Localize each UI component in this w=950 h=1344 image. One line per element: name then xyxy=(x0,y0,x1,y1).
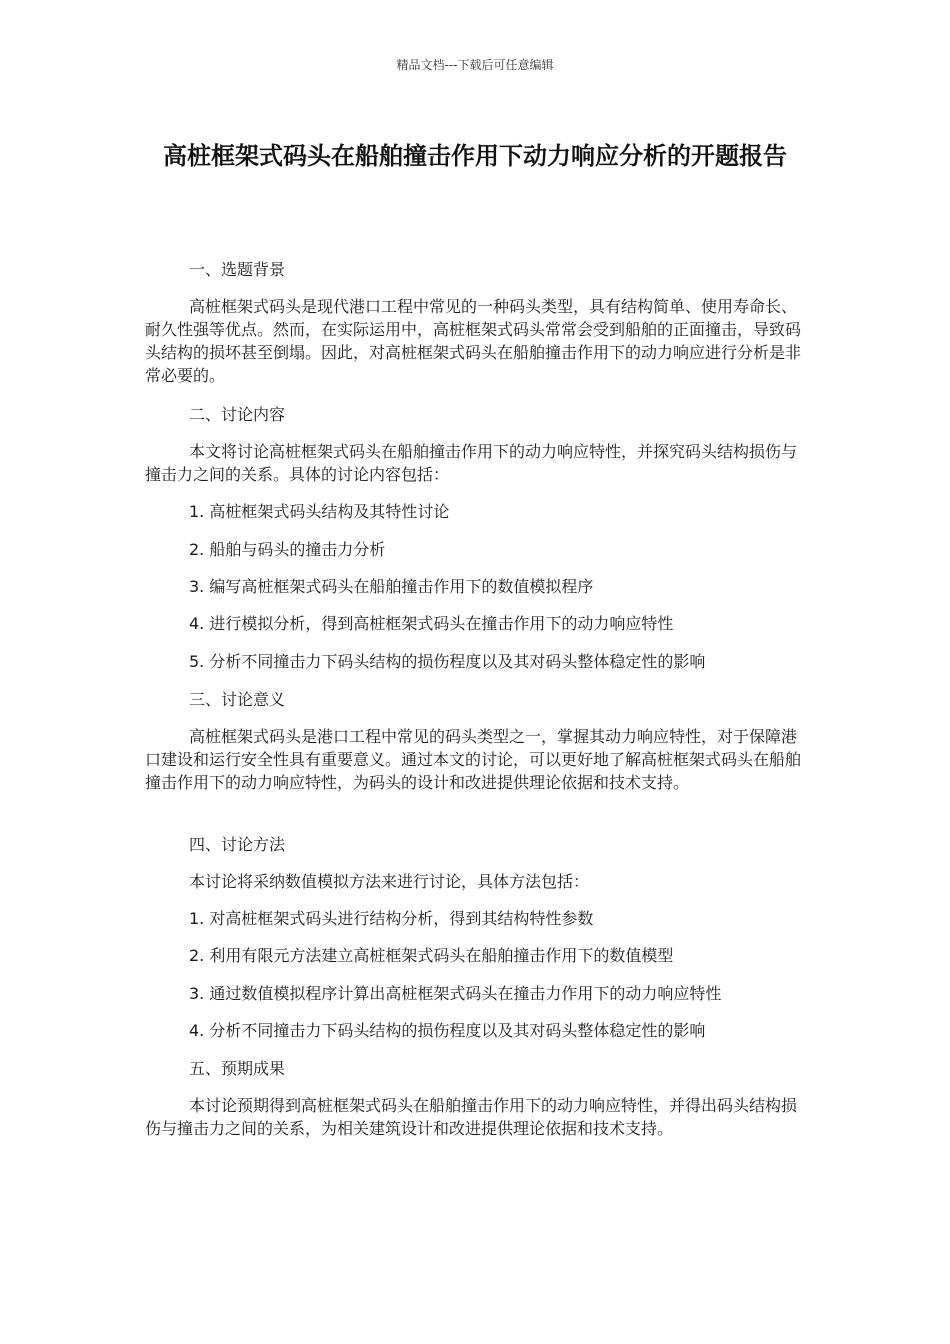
paragraph-content: 本文将讨论高桩框架式码头在船舶撞击作用下的动力响应特性，并探究码头结构损伤与撞击力之间的关系。具体的讨论内容包括： xyxy=(145,442,798,484)
section-heading-background: 一、选题背景 xyxy=(189,260,286,279)
list-item: 2. 船舶与码头的撞击力分析 xyxy=(189,540,386,559)
paragraph-background: 高桩框架式码头是现代港口工程中常见的一种码头类型，具有结构简单、使用寿命长、耐久性强等优点。然而，在实际运用中，高桩框架式码头常常会受到船舶的正面撞击，导致码头结构的损坏甚至倒塌。因此，对高桩框架式码头在船舶撞击作用下的动力响应进行分析是非常必要的。 xyxy=(145,297,802,385)
paragraph-significance: 高桩框架式码头是港口工程中常见的码头类型之一，掌握其动力响应特性，对于保障港口建设和运行安全性具有重要意义。通过本文的讨论，可以更好地了解高桩框架式码头在船舶撞击作用下的动力响应特性，为码头的设计和改进提供理论依据和技术支持。 xyxy=(145,727,802,792)
list-item: 2. 利用有限元方法建立高桩框架式码头在船舶撞击作用下的数值模型 xyxy=(189,946,674,965)
section-heading-results: 五、预期成果 xyxy=(189,1059,286,1078)
list-item: 1. 对高桩框架式码头进行结构分析，得到其结构特性参数 xyxy=(189,909,594,928)
section-heading-content: 二、讨论内容 xyxy=(189,405,286,424)
list-item: 3. 通过数值模拟程序计算出高桩框架式码头在撞击力作用下的动力响应特性 xyxy=(189,984,722,1003)
list-item: 4. 进行模拟分析，得到高桩框架式码头在撞击作用下的动力响应特性 xyxy=(189,614,674,633)
section-heading-significance: 三、讨论意义 xyxy=(189,690,286,709)
page-header: 精品文档---下载后可任意编辑 xyxy=(396,58,554,72)
section-heading-method: 四、讨论方法 xyxy=(189,835,286,854)
list-item: 3. 编写高桩框架式码头在船舶撞击作用下的数值模拟程序 xyxy=(189,577,594,596)
document-title: 高桩框架式码头在船舶撞击作用下动力响应分析的开题报告 xyxy=(163,142,787,170)
paragraph-results: 本讨论预期得到高桩框架式码头在船舶撞击作用下的动力响应特性，并得出码头结构损伤与撞击力之间的关系，为相关建筑设计和改进提供理论依据和技术支持。 xyxy=(145,1096,798,1138)
paragraph-method: 本讨论将采纳数值模拟方法来进行讨论，具体方法包括： xyxy=(189,872,590,891)
list-item: 1. 高桩框架式码头结构及其特性讨论 xyxy=(189,502,450,521)
list-item: 5. 分析不同撞击力下码头结构的损伤程度以及其对码头整体稳定性的影响 xyxy=(189,652,706,671)
list-item: 4. 分析不同撞击力下码头结构的损伤程度以及其对码头整体稳定性的影响 xyxy=(189,1021,706,1040)
